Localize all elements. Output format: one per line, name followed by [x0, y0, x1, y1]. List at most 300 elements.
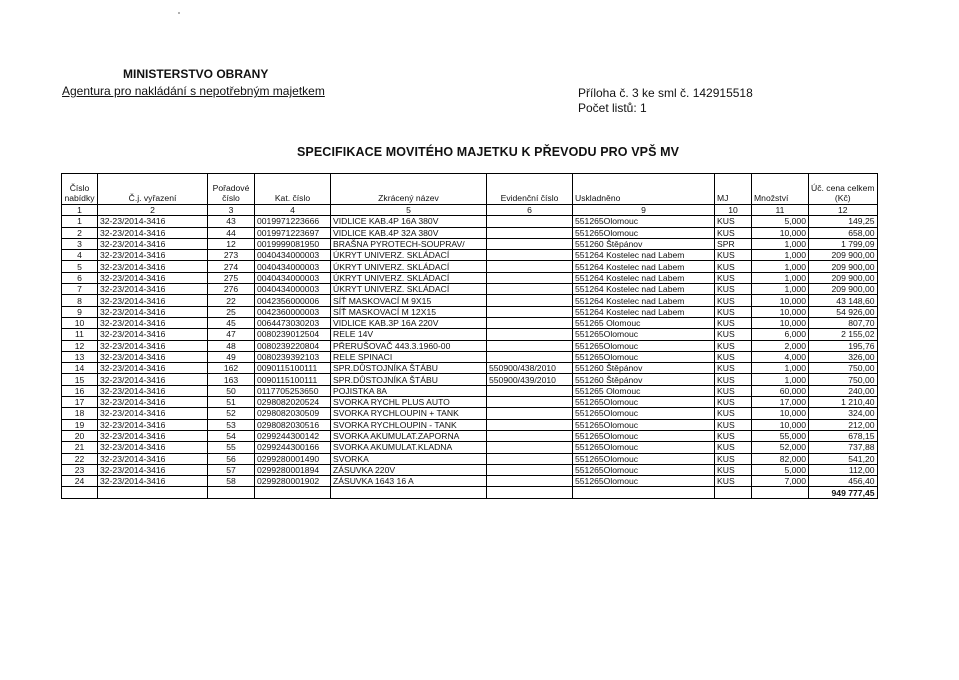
cell-short-name: SVORKA RYCHLOUPIN - TANK	[331, 419, 487, 430]
cell-offer-number: 7	[62, 284, 98, 295]
cell-registration-number: 550900/439/2010	[487, 374, 573, 385]
column-number-cell: 1	[62, 205, 98, 216]
cell-total-price: 807,70	[809, 317, 878, 328]
cell-registration-number	[487, 317, 573, 328]
cell-order-number: 44	[208, 227, 255, 238]
total-row-spacer	[255, 487, 331, 498]
cell-registration-number	[487, 340, 573, 351]
cell-order-number: 163	[208, 374, 255, 385]
scan-speck	[178, 12, 180, 14]
cell-offer-number: 9	[62, 306, 98, 317]
table-row	[62, 216, 878, 227]
cell-catalog-number: 0298082020524	[255, 397, 331, 408]
cell-registration-number	[487, 227, 573, 238]
cell-offer-number: 16	[62, 385, 98, 396]
cell-catalog-number: 0090115100111	[255, 363, 331, 374]
cell-stored-at: 551265Olomouc	[573, 397, 715, 408]
cell-quantity: 60,000	[752, 385, 809, 396]
cell-offer-number: 5	[62, 261, 98, 272]
grand-total: 949 777,45	[809, 487, 878, 498]
cell-total-price: 1 210,40	[809, 397, 878, 408]
cell-catalog-number: 0040434000003	[255, 250, 331, 261]
col-header-short-name: Zkrácený název	[331, 174, 487, 205]
cell-total-price: 324,00	[809, 408, 878, 419]
table-row	[62, 363, 878, 374]
cell-short-name: VIDLICE KAB.4P 32A 380V	[331, 227, 487, 238]
table-row	[62, 227, 878, 238]
cell-unit: KUS	[715, 419, 752, 430]
total-row-spacer	[98, 487, 208, 498]
cell-unit: KUS	[715, 453, 752, 464]
cell-stored-at: 551264 Kostelec nad Labem	[573, 250, 715, 261]
cell-total-price: 209 900,00	[809, 261, 878, 272]
cell-unit: KUS	[715, 363, 752, 374]
cell-stored-at: 551265Olomouc	[573, 476, 715, 487]
cell-total-price: 209 900,00	[809, 250, 878, 261]
cell-offer-number: 24	[62, 476, 98, 487]
cell-unit: KUS	[715, 351, 752, 362]
column-number-cell: 5	[331, 205, 487, 216]
col-header-registration-number: Evidenční číslo	[487, 174, 573, 205]
cell-disposal-ref: 32-23/2014-3416	[98, 442, 208, 453]
cell-unit: KUS	[715, 295, 752, 306]
col-header-unit: MJ	[715, 174, 752, 205]
cell-disposal-ref: 32-23/2014-3416	[98, 419, 208, 430]
cell-stored-at: 551265Olomouc	[573, 351, 715, 362]
table-row	[62, 272, 878, 283]
cell-registration-number	[487, 295, 573, 306]
cell-offer-number: 2	[62, 227, 98, 238]
cell-stored-at: 551264 Kostelec nad Labem	[573, 261, 715, 272]
table-row	[62, 408, 878, 419]
cell-registration-number	[487, 385, 573, 396]
cell-total-price: 54 926,00	[809, 306, 878, 317]
col-header-catalog-number: Kat. číslo	[255, 174, 331, 205]
column-number-cell: 2	[98, 205, 208, 216]
cell-registration-number	[487, 464, 573, 475]
cell-quantity: 1,000	[752, 238, 809, 249]
cell-stored-at: 551265Olomouc	[573, 464, 715, 475]
cell-quantity: 4,000	[752, 351, 809, 362]
col-header-order-number: Pořadové číslo	[208, 174, 255, 205]
cell-registration-number	[487, 306, 573, 317]
cell-quantity: 17,000	[752, 397, 809, 408]
cell-order-number: 274	[208, 261, 255, 272]
cell-total-price: 750,00	[809, 374, 878, 385]
cell-disposal-ref: 32-23/2014-3416	[98, 476, 208, 487]
cell-catalog-number: 0299280001894	[255, 464, 331, 475]
cell-catalog-number: 0299280001490	[255, 453, 331, 464]
cell-catalog-number: 0019971223666	[255, 216, 331, 227]
cell-catalog-number: 0080239220804	[255, 340, 331, 351]
cell-stored-at: 551264 Kostelec nad Labem	[573, 295, 715, 306]
cell-offer-number: 20	[62, 430, 98, 441]
cell-offer-number: 10	[62, 317, 98, 328]
cell-quantity: 1,000	[752, 261, 809, 272]
table-row	[62, 238, 878, 249]
cell-total-price: 240,00	[809, 385, 878, 396]
cell-registration-number	[487, 261, 573, 272]
cell-stored-at: 551260 Štěpánov	[573, 238, 715, 249]
cell-order-number: 45	[208, 317, 255, 328]
cell-offer-number: 19	[62, 419, 98, 430]
cell-catalog-number: 0117705253650	[255, 385, 331, 396]
cell-total-price: 456,40	[809, 476, 878, 487]
cell-unit: KUS	[715, 317, 752, 328]
cell-short-name: RELE 14V	[331, 329, 487, 340]
cell-unit: KUS	[715, 261, 752, 272]
cell-unit: KUS	[715, 430, 752, 441]
cell-total-price: 1 799,09	[809, 238, 878, 249]
cell-registration-number	[487, 419, 573, 430]
column-number-cell: 6	[487, 205, 573, 216]
cell-order-number: 25	[208, 306, 255, 317]
column-number-cell: 10	[715, 205, 752, 216]
cell-short-name: ÚKRYT UNIVERZ. SKLÁDACÍ	[331, 272, 487, 283]
cell-short-name: SÍŤ MASKOVACÍ M 9X15	[331, 295, 487, 306]
table-row	[62, 453, 878, 464]
cell-registration-number	[487, 216, 573, 227]
cell-unit: KUS	[715, 250, 752, 261]
cell-offer-number: 17	[62, 397, 98, 408]
cell-stored-at: 551265Olomouc	[573, 408, 715, 419]
cell-registration-number	[487, 408, 573, 419]
cell-unit: KUS	[715, 306, 752, 317]
cell-order-number: 12	[208, 238, 255, 249]
cell-offer-number: 4	[62, 250, 98, 261]
cell-quantity: 82,000	[752, 453, 809, 464]
cell-registration-number	[487, 442, 573, 453]
cell-unit: KUS	[715, 216, 752, 227]
cell-stored-at: 551265Olomouc	[573, 453, 715, 464]
cell-total-price: 212,00	[809, 419, 878, 430]
cell-registration-number	[487, 476, 573, 487]
cell-stored-at: 551265Olomouc	[573, 216, 715, 227]
cell-total-price: 209 900,00	[809, 272, 878, 283]
cell-unit: KUS	[715, 397, 752, 408]
total-row-spacer	[752, 487, 809, 498]
cell-total-price: 149,25	[809, 216, 878, 227]
cell-quantity: 10,000	[752, 306, 809, 317]
table-row	[62, 430, 878, 441]
cell-catalog-number: 0040434000003	[255, 284, 331, 295]
cell-quantity: 1,000	[752, 250, 809, 261]
cell-quantity: 10,000	[752, 317, 809, 328]
cell-quantity: 10,000	[752, 227, 809, 238]
cell-catalog-number: 0298082030516	[255, 419, 331, 430]
cell-offer-number: 13	[62, 351, 98, 362]
cell-short-name: ÚKRYT UNIVERZ. SKLÁDACÍ	[331, 284, 487, 295]
col-header-stored-at: Uskladněno	[573, 174, 715, 205]
cell-disposal-ref: 32-23/2014-3416	[98, 216, 208, 227]
col-header-quantity: Množství	[752, 174, 809, 205]
cell-short-name: SVORKA	[331, 453, 487, 464]
table-row	[62, 284, 878, 295]
total-row-spacer	[573, 487, 715, 498]
total-row-spacer	[331, 487, 487, 498]
specification-table	[61, 173, 878, 499]
total-row-spacer	[62, 487, 98, 498]
cell-order-number: 50	[208, 385, 255, 396]
cell-short-name: ÚKRYT UNIVERZ. SKLÁDACÍ	[331, 250, 487, 261]
cell-disposal-ref: 32-23/2014-3416	[98, 272, 208, 283]
table-header-row	[62, 174, 878, 205]
cell-unit: SPR	[715, 238, 752, 249]
cell-total-price: 112,00	[809, 464, 878, 475]
cell-order-number: 52	[208, 408, 255, 419]
cell-total-price: 43 148,60	[809, 295, 878, 306]
total-row	[62, 487, 878, 498]
cell-total-price: 541,20	[809, 453, 878, 464]
cell-disposal-ref: 32-23/2014-3416	[98, 261, 208, 272]
column-number-cell: 4	[255, 205, 331, 216]
cell-unit: KUS	[715, 272, 752, 283]
column-number-cell: 9	[573, 205, 715, 216]
cell-quantity: 1,000	[752, 374, 809, 385]
cell-short-name: SVORKA RYCHL PLUS AUTO	[331, 397, 487, 408]
column-number-cell: 3	[208, 205, 255, 216]
cell-registration-number	[487, 430, 573, 441]
cell-total-price: 658,00	[809, 227, 878, 238]
cell-order-number: 47	[208, 329, 255, 340]
cell-catalog-number: 0299280001902	[255, 476, 331, 487]
cell-quantity: 6,000	[752, 329, 809, 340]
cell-total-price: 678,15	[809, 430, 878, 441]
column-number-cell: 11	[752, 205, 809, 216]
table-row	[62, 295, 878, 306]
cell-unit: KUS	[715, 476, 752, 487]
cell-quantity: 1,000	[752, 284, 809, 295]
cell-unit: KUS	[715, 329, 752, 340]
cell-quantity: 55,000	[752, 430, 809, 441]
document-title: SPECIFIKACE MOVITÉHO MAJETKU K PŘEVODU PRO VPŠ MV	[297, 145, 680, 159]
cell-short-name: SÍŤ MASKOVACÍ M 12X15	[331, 306, 487, 317]
cell-disposal-ref: 32-23/2014-3416	[98, 408, 208, 419]
cell-stored-at: 551260 Štěpánov	[573, 374, 715, 385]
table-row	[62, 306, 878, 317]
column-number-row	[62, 205, 878, 216]
cell-offer-number: 15	[62, 374, 98, 385]
cell-disposal-ref: 32-23/2014-3416	[98, 329, 208, 340]
table-row	[62, 385, 878, 396]
cell-registration-number	[487, 238, 573, 249]
cell-disposal-ref: 32-23/2014-3416	[98, 430, 208, 441]
cell-order-number: 53	[208, 419, 255, 430]
cell-registration-number: 550900/438/2010	[487, 363, 573, 374]
table-row	[62, 442, 878, 453]
cell-short-name: PŘERUŠOVAČ 443.3.1960-00	[331, 340, 487, 351]
cell-short-name: BRAŠNA PYROTECH-SOUPRAV/	[331, 238, 487, 249]
cell-registration-number	[487, 453, 573, 464]
cell-order-number: 162	[208, 363, 255, 374]
cell-stored-at: 551265Olomouc	[573, 227, 715, 238]
cell-stored-at: 551264 Kostelec nad Labem	[573, 272, 715, 283]
cell-short-name: VIDLICE KAB.3P 16A 220V	[331, 317, 487, 328]
cell-short-name: SPR.DŮSTOJNÍKA ŠTÁBU	[331, 374, 487, 385]
cell-catalog-number: 0042356000006	[255, 295, 331, 306]
cell-short-name: SPR.DŮSTOJNÍKA ŠTÁBU	[331, 363, 487, 374]
cell-stored-at: 551260 Štěpánov	[573, 363, 715, 374]
cell-short-name: POJISTKA 8A	[331, 385, 487, 396]
cell-disposal-ref: 32-23/2014-3416	[98, 284, 208, 295]
cell-disposal-ref: 32-23/2014-3416	[98, 464, 208, 475]
table-row	[62, 329, 878, 340]
sheet-count: Počet listů: 1	[578, 101, 647, 115]
cell-catalog-number: 0064473030203	[255, 317, 331, 328]
cell-catalog-number: 0040434000003	[255, 261, 331, 272]
table-row	[62, 261, 878, 272]
cell-disposal-ref: 32-23/2014-3416	[98, 250, 208, 261]
cell-stored-at: 551265Olomouc	[573, 442, 715, 453]
cell-total-price: 326,00	[809, 351, 878, 362]
cell-short-name: SVORKA AKUMULAT.KLADNA	[331, 442, 487, 453]
cell-registration-number	[487, 284, 573, 295]
cell-order-number: 43	[208, 216, 255, 227]
cell-quantity: 2,000	[752, 340, 809, 351]
cell-disposal-ref: 32-23/2014-3416	[98, 317, 208, 328]
cell-quantity: 5,000	[752, 216, 809, 227]
cell-stored-at: 551265Olomouc	[573, 430, 715, 441]
cell-stored-at: 551264 Kostelec nad Labem	[573, 284, 715, 295]
cell-unit: KUS	[715, 385, 752, 396]
cell-quantity: 5,000	[752, 464, 809, 475]
cell-offer-number: 1	[62, 216, 98, 227]
cell-order-number: 22	[208, 295, 255, 306]
cell-offer-number: 8	[62, 295, 98, 306]
cell-order-number: 49	[208, 351, 255, 362]
cell-quantity: 52,000	[752, 442, 809, 453]
cell-quantity: 10,000	[752, 295, 809, 306]
cell-stored-at: 551265Olomouc	[573, 329, 715, 340]
cell-catalog-number: 0298082030509	[255, 408, 331, 419]
cell-stored-at: 551264 Kostelec nad Labem	[573, 306, 715, 317]
cell-disposal-ref: 32-23/2014-3416	[98, 238, 208, 249]
cell-order-number: 56	[208, 453, 255, 464]
cell-order-number: 55	[208, 442, 255, 453]
cell-disposal-ref: 32-23/2014-3416	[98, 397, 208, 408]
cell-order-number: 275	[208, 272, 255, 283]
cell-registration-number	[487, 250, 573, 261]
cell-offer-number: 3	[62, 238, 98, 249]
col-header-disposal-ref: Č.j. vyřazení	[98, 174, 208, 205]
cell-order-number: 48	[208, 340, 255, 351]
cell-disposal-ref: 32-23/2014-3416	[98, 306, 208, 317]
cell-catalog-number: 0299244300142	[255, 430, 331, 441]
cell-registration-number	[487, 329, 573, 340]
cell-short-name: VIDLICE KAB.4P 16A 380V	[331, 216, 487, 227]
column-number-cell: 12	[809, 205, 878, 216]
total-row-spacer	[208, 487, 255, 498]
cell-disposal-ref: 32-23/2014-3416	[98, 453, 208, 464]
cell-unit: KUS	[715, 227, 752, 238]
cell-short-name: ZÁSUVKA 1643 16 A	[331, 476, 487, 487]
cell-stored-at: 551265Olomouc	[573, 419, 715, 430]
cell-disposal-ref: 32-23/2014-3416	[98, 340, 208, 351]
table-row	[62, 340, 878, 351]
cell-order-number: 57	[208, 464, 255, 475]
cell-offer-number: 6	[62, 272, 98, 283]
cell-catalog-number: 0040434000003	[255, 272, 331, 283]
cell-quantity: 1,000	[752, 272, 809, 283]
cell-order-number: 273	[208, 250, 255, 261]
cell-unit: KUS	[715, 464, 752, 475]
cell-order-number: 51	[208, 397, 255, 408]
table-row	[62, 397, 878, 408]
cell-quantity: 1,000	[752, 363, 809, 374]
cell-catalog-number: 0090115100111	[255, 374, 331, 385]
cell-unit: KUS	[715, 442, 752, 453]
cell-registration-number	[487, 397, 573, 408]
table-row	[62, 317, 878, 328]
col-header-offer-number: Číslo nabídky	[62, 174, 98, 205]
cell-quantity: 10,000	[752, 419, 809, 430]
cell-disposal-ref: 32-23/2014-3416	[98, 227, 208, 238]
cell-catalog-number: 0019999081950	[255, 238, 331, 249]
table-row	[62, 374, 878, 385]
cell-total-price: 737,88	[809, 442, 878, 453]
cell-quantity: 7,000	[752, 476, 809, 487]
table-row	[62, 351, 878, 362]
cell-short-name: ÚKRYT UNIVERZ. SKLÁDACÍ	[331, 261, 487, 272]
cell-order-number: 58	[208, 476, 255, 487]
cell-unit: KUS	[715, 408, 752, 419]
table-row	[62, 419, 878, 430]
cell-offer-number: 23	[62, 464, 98, 475]
cell-unit: KUS	[715, 340, 752, 351]
cell-quantity: 10,000	[752, 408, 809, 419]
cell-disposal-ref: 32-23/2014-3416	[98, 351, 208, 362]
cell-unit: KUS	[715, 374, 752, 385]
cell-registration-number	[487, 272, 573, 283]
attachment-reference: Příloha č. 3 ke sml č. 142915518	[578, 86, 753, 100]
table-row	[62, 476, 878, 487]
cell-catalog-number: 0080239392103	[255, 351, 331, 362]
cell-offer-number: 12	[62, 340, 98, 351]
cell-offer-number: 11	[62, 329, 98, 340]
cell-registration-number	[487, 351, 573, 362]
cell-total-price: 2 155,02	[809, 329, 878, 340]
cell-total-price: 209 900,00	[809, 284, 878, 295]
cell-short-name: SVORKA AKUMULAT.ZAPORNA	[331, 430, 487, 441]
cell-unit: KUS	[715, 284, 752, 295]
total-row-spacer	[487, 487, 573, 498]
cell-offer-number: 22	[62, 453, 98, 464]
cell-stored-at: 551265 Olomouc	[573, 385, 715, 396]
cell-short-name: ZÁSUVKA 220V	[331, 464, 487, 475]
cell-order-number: 54	[208, 430, 255, 441]
cell-stored-at: 551265Olomouc	[573, 340, 715, 351]
cell-catalog-number: 0080239012504	[255, 329, 331, 340]
organization-name: MINISTERSTVO OBRANY	[123, 67, 269, 81]
agency-name: Agentura pro nakládání s nepotřebným majetkem	[62, 84, 325, 98]
cell-short-name: SVORKA RYCHLOUPIN + TANK	[331, 408, 487, 419]
cell-disposal-ref: 32-23/2014-3416	[98, 295, 208, 306]
cell-total-price: 750,00	[809, 363, 878, 374]
cell-offer-number: 18	[62, 408, 98, 419]
cell-offer-number: 14	[62, 363, 98, 374]
col-header-total-price: Úč. cena celkem (Kč)	[809, 174, 878, 205]
cell-disposal-ref: 32-23/2014-3416	[98, 385, 208, 396]
cell-offer-number: 21	[62, 442, 98, 453]
cell-disposal-ref: 32-23/2014-3416	[98, 363, 208, 374]
cell-disposal-ref: 32-23/2014-3416	[98, 374, 208, 385]
cell-order-number: 276	[208, 284, 255, 295]
table-row	[62, 464, 878, 475]
cell-catalog-number: 0299244300166	[255, 442, 331, 453]
table-row	[62, 250, 878, 261]
cell-catalog-number: 0042360000003	[255, 306, 331, 317]
total-row-spacer	[715, 487, 752, 498]
